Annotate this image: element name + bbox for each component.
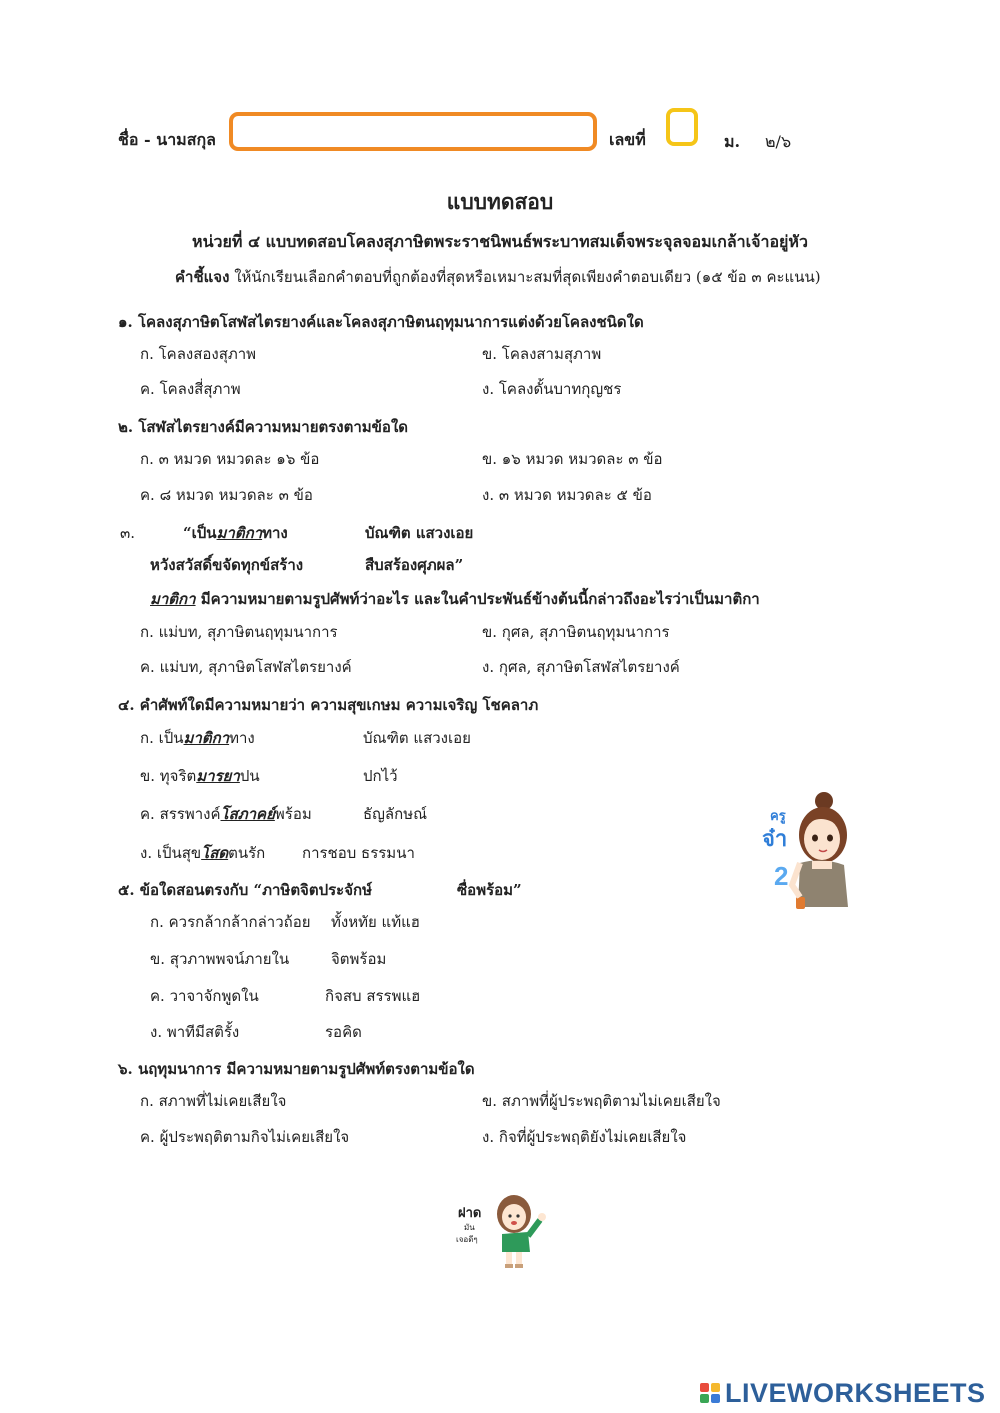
q5-option-b[interactable]: ข. สุวภาพพจน์ภายใน — [150, 950, 290, 968]
q4-option-c[interactable] — [140, 802, 312, 826]
q3-option-c[interactable]: ค. แม่บท, สุภาษิตโสฬสไตรยางค์ — [140, 658, 352, 676]
q5-option-d[interactable]: ง. พาทีมีสติรั้ง — [150, 1023, 240, 1041]
liveworksheets-brand — [700, 1378, 986, 1408]
q5-option-a-right: ทั้งหทัย แท้แฮ — [331, 913, 420, 931]
q2-option-c[interactable]: ค. ๘ หมวด หมวดละ ๓ ข้อ — [140, 486, 313, 504]
q1-option-b[interactable]: ข. โคลงสามสุภาพ — [482, 345, 602, 363]
q2-option-d[interactable]: ง. ๓ หมวด หมวดละ ๕ ข้อ — [482, 486, 652, 504]
instructions-text: ให้นักเรียนเลือกคำตอบที่ถูกต้องที่สุดหรือเหมาะสมที่สุดเพียงคำตอบเดียว (๑๕ ข้อ ๓ คะแนน) — [234, 268, 821, 286]
q4-a-em: มาติกา — [183, 729, 230, 747]
sticker2-label-2: มัน — [464, 1223, 475, 1232]
q3-option-d[interactable]: ง. กุศล, สุภาษิตโสฬสไตรยางค์ — [482, 658, 680, 676]
q4-d-post: ตนรัก — [228, 844, 266, 862]
number-input[interactable] — [666, 108, 698, 146]
name-input[interactable] — [229, 112, 597, 151]
q1-option-c[interactable]: ค. โคลงสี่สุภาพ — [140, 380, 241, 398]
q6-option-b[interactable]: ข. สภาพที่ผู้ประพฤติตามไม่เคยเสียใจ — [482, 1092, 721, 1110]
question-4: ๔. คำศัพท์ใดมีความหมายว่า ความสุขเกษม ความเจริญ โชคลาภ — [118, 696, 539, 714]
liveworksheets-logo-icon — [700, 1383, 720, 1403]
q1-option-a[interactable]: ก. โคลงสองสุภาพ — [140, 345, 257, 363]
q3-option-a[interactable]: ก. แม่บท, สุภาษิตนฤทุมนาการ — [140, 623, 338, 641]
q3-option-b[interactable]: ข. กุศล, สุภาษิตนฤทุมนาการ — [482, 623, 670, 641]
q5-option-c-right: กิจสบ สรรพแฮ — [325, 987, 421, 1005]
q3-verse-1-pre: “เป็น — [183, 524, 217, 542]
q3-verse-2-right: สืบสร้องศุภผล” — [365, 556, 464, 574]
question-2: ๒. โสฬสไตรยางค์มีความหมายตรงตามข้อใด — [118, 418, 409, 436]
q3-verse-1-em: มาติกา — [216, 524, 263, 542]
q4-option-a-right: บัณฑิต แสวงเอย — [363, 729, 471, 747]
q3-verse-1-post: ทาง — [262, 524, 288, 542]
q5-option-c[interactable]: ค. วาจาจักพูดใน — [150, 987, 259, 1005]
q3-stem-rest: มีความหมายตามรูปศัพท์ว่าอะไร และในคำประพันธ์ข้างต้นนี้กล่าวถึงอะไรว่าเป็นมาติกา — [195, 590, 760, 608]
q4-d-em: โสด — [201, 844, 229, 862]
teacher-sticker — [760, 785, 855, 915]
q4-c-pre: ค. สรรพางค์ — [140, 805, 221, 823]
page-title: แบบทดสอบ — [446, 189, 554, 214]
q3-verse-2-left: หวังสวัสดิ์ขจัดทุกข์สร้าง — [150, 556, 304, 574]
q2-option-b[interactable]: ข. ๑๖ หมวด หมวดละ ๓ ข้อ — [482, 450, 663, 468]
question-6: ๖. นฤทุมนาการ มีความหมายตามรูปศัพท์ตรงตามข้อใด — [118, 1060, 475, 1078]
q5-option-b-right: จิตพร้อม — [331, 950, 387, 968]
sticker-label-2: จ๋า — [762, 826, 788, 852]
q3-stem-em: มาติกา — [150, 590, 196, 608]
q4-c-post: พร้อม — [274, 805, 312, 823]
q6-option-a[interactable]: ก. สภาพที่ไม่เคยเสียใจ — [140, 1092, 287, 1110]
q6-option-d[interactable]: ง. กิจที่ผู้ประพฤติยังไม่เคยเสียใจ — [482, 1128, 687, 1146]
q4-option-b[interactable] — [140, 764, 260, 788]
q4-b-em: มารยา — [196, 767, 240, 785]
waving-girl-icon — [492, 1192, 550, 1272]
q4-option-d[interactable] — [140, 841, 265, 865]
q6-option-c[interactable]: ค. ผู้ประพฤติตามกิจไม่เคยเสียใจ — [140, 1128, 350, 1146]
q4-a-pre: ก. เป็น — [140, 729, 184, 747]
class-value: ๒/๖ — [765, 132, 792, 151]
q4-option-c-right: ธัญลักษณ์ — [363, 805, 428, 823]
q2-option-a[interactable]: ก. ๓ หมวด หมวดละ ๑๖ ข้อ — [140, 450, 320, 468]
name-label: ชื่อ - นามสกุล — [118, 130, 216, 149]
q4-option-d-right: การชอบ ธรรมนา — [302, 844, 415, 862]
q3-verse-1-left — [183, 521, 288, 545]
sticker2-label-1: ฝาด — [458, 1206, 482, 1221]
q4-c-em: โสภาคย์ — [220, 805, 275, 823]
instructions — [175, 265, 821, 289]
number-label: เลขที่ — [609, 130, 646, 149]
question-3-stem — [150, 587, 760, 611]
q5-option-a[interactable]: ก. ควรกล้ากล้ากล่าวถ้อย — [150, 913, 311, 931]
question-3-number: ๓. — [120, 524, 136, 542]
brand-name: LIVEWORKSHEETS — [725, 1377, 986, 1408]
question-5-right: ซื่อพร้อม” — [457, 881, 522, 899]
q1-option-d[interactable]: ง. โคลงดั้นบาทกุญชร — [482, 380, 622, 398]
q3-verse-1-right: บัณฑิต แสวงเอย — [365, 524, 474, 542]
question-1: ๑. โคลงสุภาษิตโสฬสไตรยางค์และโคลงสุภาษิตนฤทุมนาการแต่งด้วยโคลงชนิดใด — [118, 313, 644, 331]
page-subtitle: หน่วยที่ ๔ แบบทดสอบโคลงสุภาษิตพระราชนิพนธ์พระบาทสมเด็จพระจุลจอมเกล้าเจ้าอยู่หัว — [192, 232, 808, 251]
cheer-sticker — [450, 1192, 550, 1272]
class-label: ม. — [724, 132, 741, 151]
q4-option-b-right: ปกไว้ — [363, 767, 398, 785]
q4-b-pre: ข. ทุจริต — [140, 767, 197, 785]
q4-option-a[interactable] — [140, 726, 255, 750]
q4-d-pre: ง. เป็นสุข — [140, 844, 202, 862]
q4-a-post: ทาง — [229, 729, 255, 747]
question-5: ๕. ข้อใดสอนตรงกับ “ภาษิตจิตประจักษ์ — [118, 881, 372, 899]
sticker2-label-3: เจอดีๆ — [456, 1235, 478, 1244]
sticker-number: 2 — [774, 861, 789, 891]
sticker-label-1: ครู — [770, 809, 786, 824]
instructions-label: คำชี้แจง — [175, 268, 230, 286]
q5-option-d-right: รอคิด — [325, 1023, 362, 1041]
q4-b-post: ปน — [239, 767, 260, 785]
